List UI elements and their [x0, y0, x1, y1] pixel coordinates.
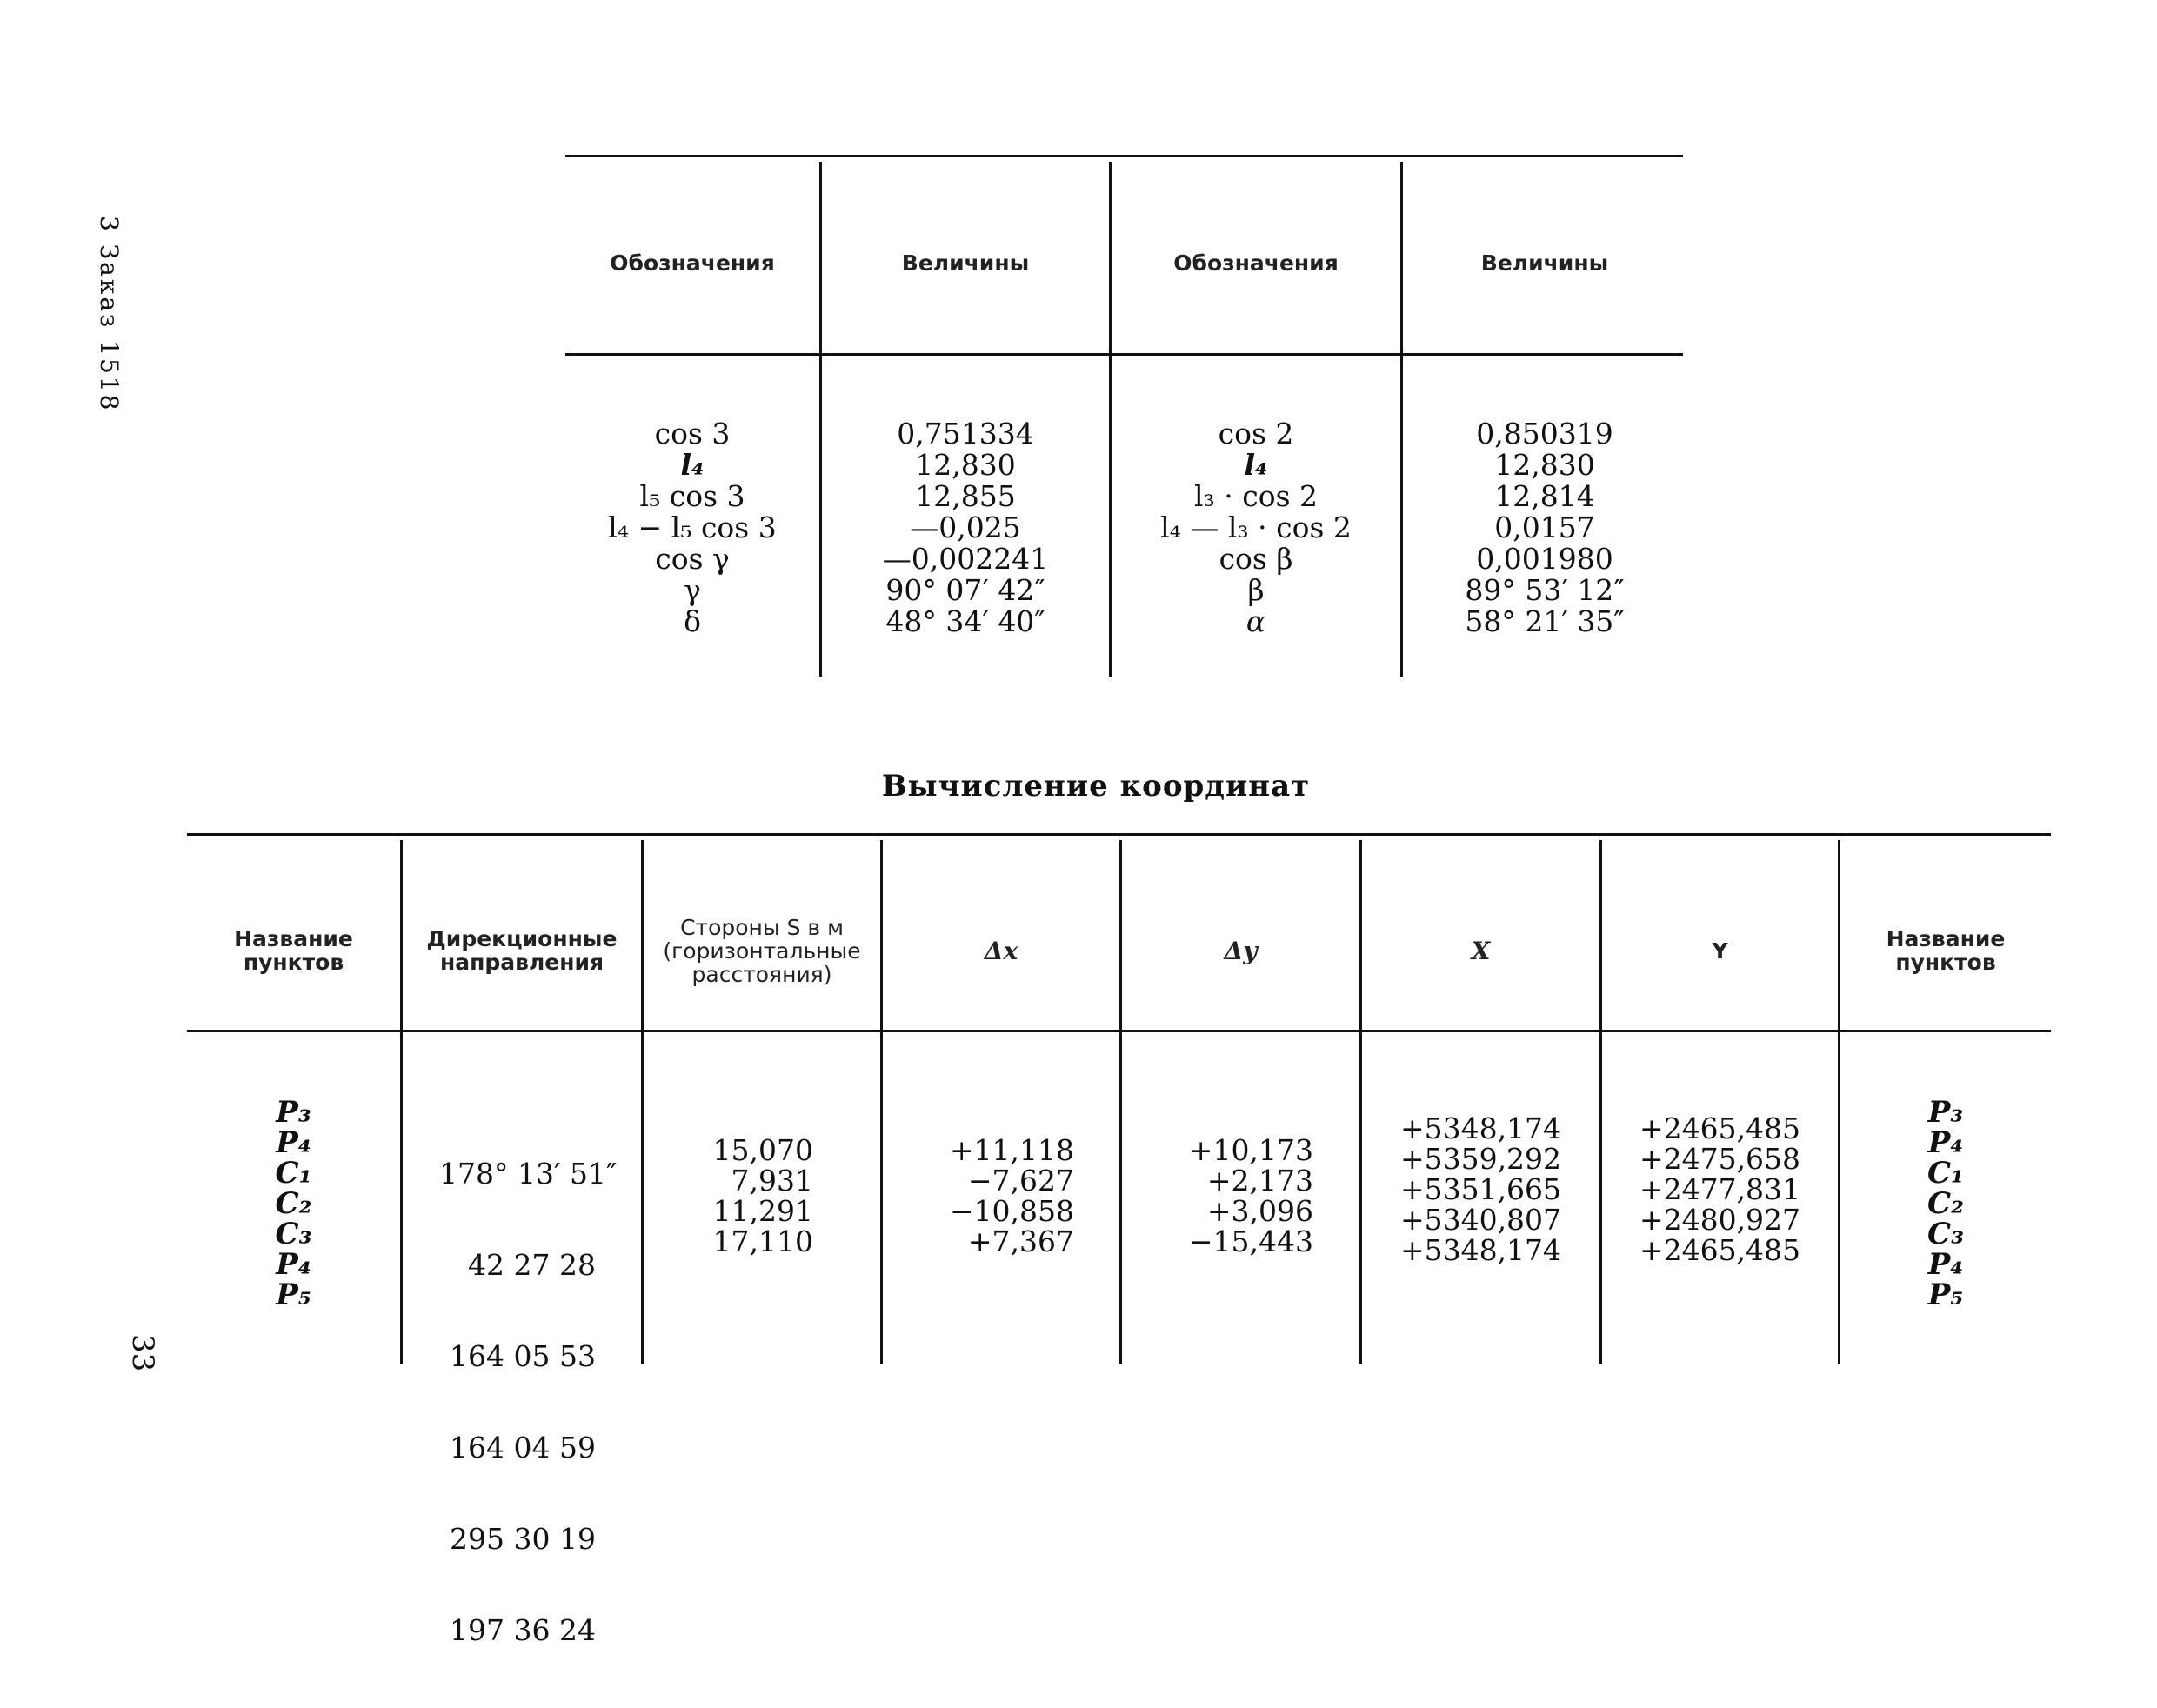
table-cell: +3,096 [1206, 1194, 1313, 1228]
table-cell: cos β [1219, 542, 1293, 576]
table-cell: 164 04 59 [450, 1431, 596, 1464]
table-rule-header [565, 353, 1683, 356]
delta-x-column [900, 1135, 1074, 1257]
table-cell: 48° 34′ 40″ [885, 604, 1045, 638]
table-cell: 11,291 [712, 1194, 813, 1228]
table-cell: −7,627 [967, 1164, 1074, 1198]
header-point-names-right [1840, 903, 2051, 998]
header-line: направления [439, 950, 604, 975]
header-line: Δy [1224, 936, 1258, 965]
table-cell: 7,931 [731, 1164, 813, 1198]
table-cell: δ [684, 604, 701, 638]
table-cell: +10,173 [1188, 1133, 1313, 1167]
point-names-left-column [187, 1095, 400, 1312]
table-cell: γ [684, 573, 701, 607]
table-rule-top [187, 833, 2051, 836]
table-cell: cos 2 [1218, 417, 1294, 450]
header-y [1602, 903, 1838, 998]
table-cell: cos γ [655, 542, 730, 576]
values-column-2 [1403, 418, 1686, 637]
header-line: Y [1712, 937, 1728, 964]
table-cell: +2477,831 [1639, 1172, 1801, 1206]
table-cell: 178° 13′ 51″ [439, 1157, 618, 1191]
table-cell: cos 3 [654, 417, 731, 450]
x-column [1362, 1113, 1599, 1265]
header-values-2: Величины [1480, 250, 1609, 276]
table-cell: 12,855 [915, 479, 1016, 513]
table-cell: 164 05 53 [450, 1339, 596, 1373]
header-sides [644, 903, 880, 998]
header-line: Название [234, 926, 353, 951]
table-cell: +7,367 [967, 1224, 1074, 1258]
table-cell: l₄ — l₃ · cos 2 [1160, 510, 1352, 544]
header-line: Название [1886, 926, 2006, 951]
table-cell: +5351,665 [1399, 1172, 1562, 1206]
table-cell: +2475,658 [1639, 1142, 1801, 1176]
header-designations-2: Обозначения [1173, 250, 1339, 276]
table-cell: +5348,174 [1399, 1233, 1562, 1267]
table-cell: l₄ [680, 448, 705, 482]
table-cell: +2465,485 [1639, 1233, 1801, 1267]
table-cell: 12,814 [1494, 479, 1595, 513]
table-cell: l₃ · cos 2 [1193, 479, 1319, 513]
point-name: C₁ [1927, 1156, 1964, 1191]
designations-column-1 [565, 418, 819, 637]
table-cell: 15,070 [712, 1133, 813, 1167]
table-cell: α [1245, 604, 1266, 638]
point-name: P₃ [276, 1095, 311, 1130]
header-line: Дирекционные [426, 926, 618, 951]
table-cell: −15,443 [1188, 1224, 1313, 1258]
header-line: X [1471, 936, 1491, 965]
header-line: Стороны S в м [680, 914, 844, 940]
table-cell: 0,0157 [1494, 510, 1595, 544]
table-cell: +2480,927 [1639, 1203, 1801, 1237]
y-column [1602, 1113, 1838, 1265]
point-name: C₁ [275, 1156, 312, 1191]
header-line: пунктов [243, 950, 344, 975]
section-title: Вычисление координат [881, 769, 1311, 804]
point-name: P₅ [1927, 1278, 1964, 1312]
table-cell: β [1247, 573, 1265, 607]
table-cell: l₄ − l₅ cos 3 [608, 510, 777, 544]
header-line: (горизонтальные [663, 937, 861, 964]
directions-column [439, 1098, 618, 1706]
table-cell: +11,118 [949, 1133, 1074, 1167]
table-cell: 0,001980 [1476, 542, 1613, 576]
header-values-1: Величины [901, 250, 1030, 276]
table-cell: 42 27 28 [468, 1248, 596, 1282]
table-cell: 295 30 19 [450, 1522, 596, 1556]
table-cell: 197 36 24 [450, 1613, 596, 1647]
point-name: C₂ [275, 1186, 312, 1221]
header-delta-x [883, 903, 1119, 998]
header-x [1362, 903, 1599, 998]
table-cell: 17,110 [712, 1224, 813, 1258]
table-cell: 58° 21′ 35″ [1465, 604, 1625, 638]
delta-y-column [1139, 1135, 1313, 1257]
table-rule-top [565, 155, 1683, 157]
table-cell: 0,751334 [897, 417, 1034, 450]
point-name: P₃ [1927, 1095, 1964, 1130]
table-cell: +2465,485 [1639, 1111, 1801, 1145]
header-designations-1: Обозначения [610, 250, 775, 276]
table-cell: 0,850319 [1476, 417, 1613, 450]
point-name: P₄ [1927, 1125, 1964, 1160]
point-name: P₄ [1927, 1247, 1964, 1282]
table-cell: +5359,292 [1399, 1142, 1562, 1176]
header-line: пунктов [1895, 950, 1996, 975]
table-cell: 12,830 [1494, 448, 1595, 482]
designations-column-2 [1112, 418, 1400, 637]
table-cell: —0,002241 [882, 542, 1049, 576]
order-note: 3 Заказ 1518 [95, 216, 124, 413]
coordinates-table [187, 833, 2051, 1647]
designations-table [565, 155, 1683, 677]
table-cell: 89° 53′ 12″ [1465, 573, 1625, 607]
table-cell: —0,025 [910, 510, 1021, 544]
point-name: C₃ [275, 1217, 312, 1251]
header-delta-y [1122, 903, 1359, 998]
point-name: C₂ [1927, 1186, 1964, 1221]
table-cell: 12,830 [915, 448, 1016, 482]
point-name: P₄ [276, 1247, 311, 1282]
header-directions [403, 903, 641, 998]
table-cell: +5348,174 [1399, 1111, 1562, 1145]
sides-column [674, 1135, 813, 1257]
header-point-names-left [187, 903, 400, 998]
point-names-right-column [1840, 1095, 2051, 1312]
page-number: 33 [125, 1334, 160, 1372]
point-name: C₃ [1927, 1217, 1964, 1251]
table-cell: +5340,807 [1399, 1203, 1562, 1237]
values-column-1 [822, 418, 1109, 637]
header-line: расстояния) [691, 961, 832, 987]
table-cell: l₅ cos 3 [639, 479, 745, 513]
header-line: Δx [984, 936, 1018, 965]
table-cell: +2,173 [1206, 1164, 1313, 1198]
point-name: P₄ [276, 1125, 311, 1160]
table-cell: 90° 07′ 42″ [885, 573, 1045, 607]
table-cell: −10,858 [949, 1194, 1074, 1228]
point-name: P₅ [276, 1278, 311, 1312]
table-cell: l₄ [1244, 448, 1268, 482]
